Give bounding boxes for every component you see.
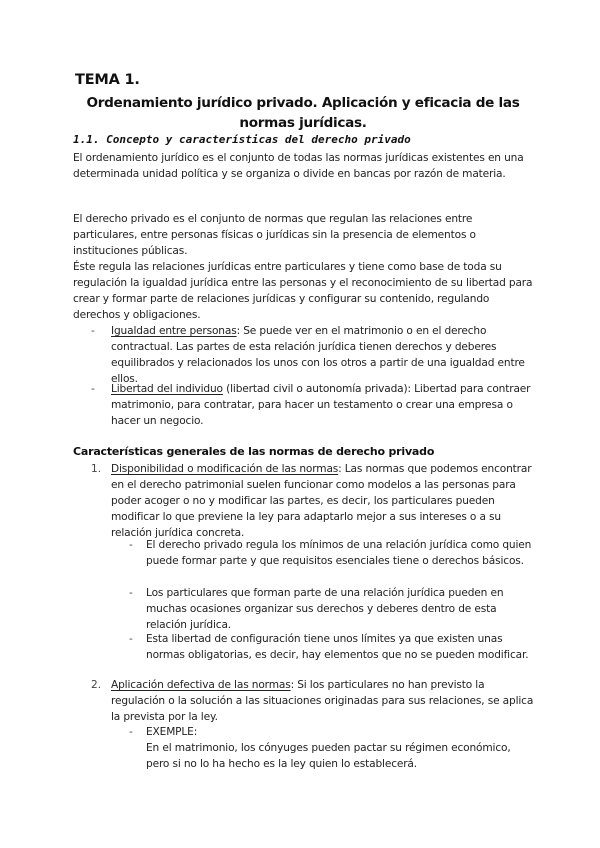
bullet-text: (libertad civil o autonomía privada): Libertad para contraer matrimonio, para contratar, para hacer un testamento o crear una empresa o hacer un negocio. xyxy=(111,383,531,427)
list-item-text: : Si los particulares no han previsto la regulación o la solución a las situaciones originadas para sus relaciones, se aplica la prevista por la ley. xyxy=(111,679,534,723)
paragraph-ordenamiento: El ordenamiento jurídico es el conjunto de todas las normas jurídicas existentes en una determinada unidad política y se organiza o divide en bancas por razón de materia. xyxy=(73,152,524,180)
bullet-libertad xyxy=(111,381,535,429)
section-heading xyxy=(73,133,411,146)
section-number: 1.1. xyxy=(73,133,100,146)
list-number: 1. xyxy=(91,463,102,475)
sub-bullet-marker: - xyxy=(129,633,133,645)
list-number: 2. xyxy=(91,679,102,691)
list-item-term: Aplicación defectiva de las normas xyxy=(111,679,291,691)
paragraph-derecho-privado: El derecho privado es el conjunto de normas que regulan las relaciones entre particulares, entre personas físicas o jurídicas sin la presencia de elementos o instituciones públicas. xyxy=(73,213,476,257)
paragraph-regulacion: Éste regula las relaciones jurídicas entre particulares y tiene como base de toda su regulación la igualdad jurídica entre las personas y el reconocimiento de su libertad para crear y formar parte de relaciones jurídicas y configurar su contenido, regulando derechos y obligaciones. xyxy=(73,261,533,321)
example-text: En el matrimonio, los cónyuges pueden pactar su régimen económico, pero si no lo ha hecho es la ley quien lo establecerá. xyxy=(146,742,511,770)
bullet-text: : Se puede ver en el matrimonio o en el derecho contractual. Las partes de esta relación jurídica tienen derechos y deberes equilibrados y relacionados los unos con los otros a partir de una igualdad entre ellos. xyxy=(111,325,525,385)
bullet-marker: - xyxy=(91,383,95,395)
document-subtitle: Ordenamiento jurídico privado. Aplicación y eficacia de las normas jurídicas. xyxy=(86,95,520,131)
sub-bullet-marker: - xyxy=(129,726,133,738)
bullet-marker: - xyxy=(91,325,95,337)
sub-bullet-marker: - xyxy=(129,587,133,599)
sub-bullet-organizar: Los particulares que forman parte de una relación jurídica pueden en muchas ocasiones organizar sus derechos y deberes dentro de esta relación jurídica. xyxy=(146,587,504,631)
bullet-term: Libertad del individuo xyxy=(111,383,223,395)
sub-bullet-limites: Esta libertad de configuración tiene unos límites ya que existen unas normas obligatorias, es decir, hay elementos que no se pueden modificar. xyxy=(146,633,529,661)
characteristics-heading: Características generales de las normas de derecho privado xyxy=(73,445,435,458)
list-item-aplicacion xyxy=(111,677,535,725)
bullet-igualdad xyxy=(111,323,535,387)
example-label: EXEMPLE: xyxy=(146,726,198,738)
sub-bullet-marker: - xyxy=(129,539,133,551)
section-title: Concepto y características del derecho privado xyxy=(106,133,411,146)
document-title: TEMA 1. xyxy=(75,72,140,88)
sub-bullet-minimos: El derecho privado regula los mínimos de una relación jurídica como quien puede formar parte y que requisitos esenciales tiene o derechos básicos. xyxy=(146,539,532,567)
sub-bullet-exemple xyxy=(146,724,535,772)
list-item-term: Disponibilidad o modificación de las normas xyxy=(111,463,339,475)
list-item-text: : Las normas que podemos encontrar en el derecho patrimonial suelen funcionar como modelos a las personas para poder acoger o no y modificar las partes, es decir, los particulares pueden modificar lo que previene la ley para adaptarlo mejor a sus intereses o a su relación jurídica concreta. xyxy=(111,463,532,539)
list-item-disponibilidad xyxy=(111,461,535,541)
bullet-term: Igualdad entre personas xyxy=(111,325,237,337)
